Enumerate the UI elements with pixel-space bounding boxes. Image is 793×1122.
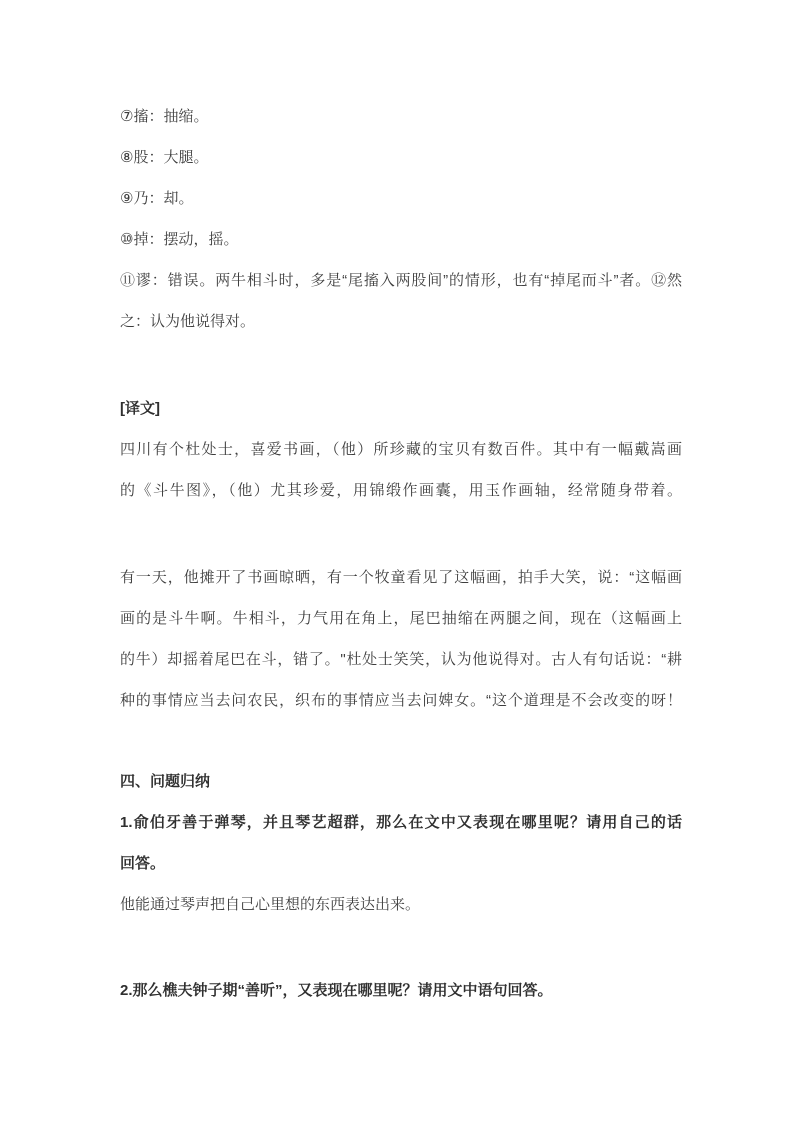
translation-paragraph1-line-2: 的《斗牛图》，（他）尤其珍爱，用锦缎作画囊，用玉作画轴，经常随身带着。 bbox=[120, 482, 682, 499]
question-1-line-1: 1.俞伯牙善于弹琴，并且琴艺超群，那么在文中又表现在哪里呢？请用自己的话 bbox=[120, 814, 682, 831]
annotation-note-line-2: 之：认为他说得对。 bbox=[120, 313, 256, 330]
translation-paragraph2 bbox=[120, 557, 682, 721]
questions-heading: 四、问题归纳 bbox=[120, 773, 211, 790]
annotation-item-7: ⑦搐：抽缩。 bbox=[120, 108, 209, 125]
annotation-item-8: ⑧股：大腿。 bbox=[120, 149, 209, 166]
annotation-note-line-1: ⑪谬：错误。两牛相斗时，多是“尾搐入两股间”的情形，也有“掉尾而斗”者。⑫然 bbox=[120, 272, 682, 289]
question-2-section bbox=[120, 970, 682, 1011]
translation-section bbox=[120, 388, 682, 511]
translation-paragraph2-line-3: 的牛）却摇着尾巴在斗，错了。"杜处士笑笑，认为他说得对。古人有句话说：“耕 bbox=[120, 651, 682, 668]
translation-heading: [译文] bbox=[120, 400, 160, 417]
translation-paragraph1-line-1: 四川有个杜处士，喜爱书画，（他）所珍藏的宝贝有数百件。其中有一幅戴嵩画 bbox=[120, 441, 682, 458]
question-1-line-2: 回答。 bbox=[120, 855, 166, 872]
annotations-section bbox=[120, 96, 682, 342]
question-2: 2.那么樵夫钟子期“善听”，又表现在哪里呢？请用文中语句回答。 bbox=[120, 982, 553, 999]
annotation-item-10: ⑩掉：摆动，摇。 bbox=[120, 231, 239, 248]
annotation-item-9: ⑨乃：却。 bbox=[120, 190, 194, 207]
translation-paragraph2-line-2: 画的是斗牛啊。牛相斗，力气用在角上，尾巴抽缩在两腿之间，现在（这幅画上 bbox=[120, 610, 682, 627]
translation-paragraph2-line-4: 种的事情应当去问农民，织布的事情应当去问婢女。“这个道理是不会改变的呀！ bbox=[120, 692, 682, 709]
answer-1: 他能通过琴声把自己心里想的东西表达出来。 bbox=[120, 896, 421, 913]
translation-paragraph2-line-1: 有一天，他摊开了书画晾晒，有一个牧童看见了这幅画，拍手大笑，说：“这幅画 bbox=[120, 569, 682, 586]
questions-section bbox=[120, 761, 682, 925]
